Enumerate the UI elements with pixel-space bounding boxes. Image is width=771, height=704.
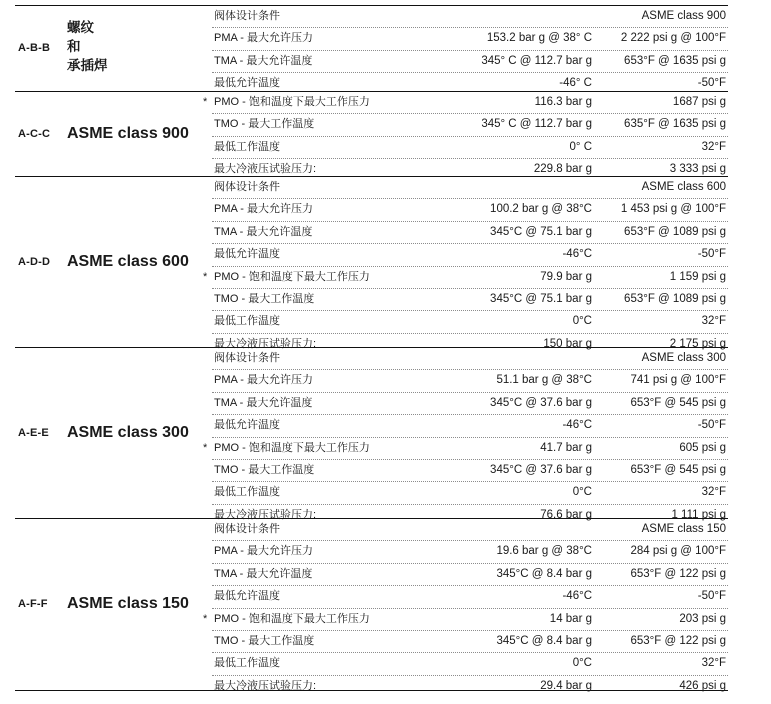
metric-value: -46°C [562,248,592,261]
metric-value: 29.4 bar g [540,679,592,692]
imperial-value: 203 psi g [679,612,726,625]
imperial-value: 32°F [701,315,726,328]
metric-value: 150 bar g [543,337,592,350]
spec-rows [203,92,728,181]
spec-label: 阀体设计条件 [214,352,280,364]
class-label-line: ASME class 900 [67,124,189,142]
spec-label: TMA - 最大允许温度 [214,567,313,580]
imperial-value: 653°F @ 545 psi g [630,463,726,476]
saturated-note-marker: * [203,612,208,625]
spec-label: 最低工作温度 [214,486,280,499]
imperial-value: 635°F @ 1635 psi g [624,118,726,131]
spec-group [15,5,728,92]
metric-value: 0° C [569,140,592,153]
metric-value: 100.2 bar g @ 38°C [490,203,592,216]
spec-label: 阀体设计条件 [214,523,280,535]
imperial-value: 32°F [701,140,726,153]
class-label-line: 螺纹 [67,20,94,36]
imperial-value: 3 333 psi g [669,163,726,176]
imperial-value: 653°F @ 1089 psi g [624,225,726,238]
spec-row [212,631,728,653]
spec-row [212,519,728,541]
imperial-value: -50°F [697,77,726,90]
spec-label: PMA - 最大允许压力 [214,374,314,387]
imperial-value: 32°F [701,486,726,499]
metric-value: -46°C [562,419,592,432]
spec-label: 最低允许温度 [214,77,280,90]
imperial-value: 426 psi g [679,679,726,692]
imperial-value: 2 175 psi g [669,337,726,350]
group-code: A-C-C [18,127,51,140]
spec-label: PMO - 饱和温度下最大工作压力 [214,612,370,625]
metric-value: 51.1 bar g @ 38°C [496,374,592,387]
saturated-note-marker: * [203,441,208,454]
class-label-line: ASME class 150 [67,594,189,612]
imperial-value: 605 psi g [679,441,726,454]
spec-label: 最低工作温度 [214,657,280,670]
spec-label: TMO - 最大工作温度 [214,463,315,476]
metric-value: 345° C @ 112.7 bar g [481,54,592,67]
metric-value: 41.7 bar g [540,441,592,454]
spec-label: TMO - 最大工作温度 [214,634,315,647]
metric-value: 79.9 bar g [540,270,592,283]
metric-value: 345°C @ 37.6 bar g [490,396,592,409]
pressure-class-label [67,595,189,613]
spec-row [212,222,728,244]
imperial-value: ASME class 300 [641,352,726,364]
metric-value: 345° C @ 112.7 bar g [481,118,592,131]
spec-row [203,609,728,631]
spec-row [212,199,728,221]
imperial-value: 653°F @ 545 psi g [630,396,726,409]
spec-label: PMA - 最大允许压力 [214,203,314,216]
imperial-value: -50°F [697,248,726,261]
spec-group [15,518,728,691]
imperial-value: 2 222 psi g @ 100°F [620,32,726,45]
metric-value: 345°C @ 75.1 bar g [490,292,592,305]
imperial-value: ASME class 150 [641,523,726,535]
spec-rows [212,6,728,95]
spec-label: 最大冷液压试验压力: [214,508,317,521]
metric-value: 0°C [572,486,592,499]
spec-row [212,676,728,697]
imperial-value: -50°F [697,419,726,432]
imperial-value: 1687 psi g [672,96,726,108]
group-code: A-D-D [18,255,51,268]
spec-row [212,653,728,675]
imperial-value: 1 453 psi g @ 100°F [620,203,726,216]
spec-label: PMA - 最大允许压力 [214,32,314,45]
spec-row [212,137,728,159]
metric-value: 19.6 bar g @ 38°C [496,545,592,558]
spec-label: 最大冷液压试验压力: [214,337,317,350]
spec-rows [203,348,728,526]
spec-row [203,267,728,289]
metric-value: 345°C @ 75.1 bar g [490,225,592,238]
class-label-line: 承插焊 [67,58,108,74]
spec-label: 阀体设计条件 [214,181,280,193]
spec-label: PMO - 饱和温度下最大工作压力 [214,270,370,283]
group-code: A-F-F [18,597,48,610]
group-code: A-E-E [18,426,49,439]
spec-label: PMO - 饱和温度下最大工作压力 [214,441,370,454]
imperial-value: ASME class 900 [641,10,726,22]
spec-row [212,586,728,608]
metric-value: 0°C [572,315,592,328]
pressure-class-label [67,424,189,442]
metric-value: 14 bar g [549,612,592,625]
spec-row [212,244,728,266]
spec-label: 最低允许温度 [214,419,280,432]
spec-label: TMA - 最大允许温度 [214,225,313,238]
spec-label: 最低允许温度 [214,248,280,261]
spec-label: TMO - 最大工作温度 [214,292,315,305]
spec-rows [203,177,728,355]
metric-value: 345°C @ 8.4 bar g [496,567,592,580]
metric-value: -46°C [562,590,592,603]
metric-value: -46° C [559,77,592,90]
pressure-class-label [67,18,108,75]
saturated-note-marker: * [203,96,208,108]
spec-row [203,438,728,460]
spec-label: TMA - 最大允许温度 [214,54,313,67]
metric-value: 76.6 bar g [540,508,592,521]
imperial-value: 653°F @ 1635 psi g [624,54,726,67]
spec-row [203,92,728,114]
metric-value: 153.2 bar g @ 38° C [486,32,592,45]
spec-row [212,289,728,311]
spec-group [15,91,728,178]
saturated-note-marker: * [203,270,208,283]
metric-value: 229.8 bar g [533,163,592,176]
spec-row [212,415,728,437]
spec-label: TMA - 最大允许温度 [214,396,313,409]
class-label-line: ASME class 600 [67,252,189,270]
spec-row [212,541,728,563]
spec-group [15,347,728,519]
imperial-value: ASME class 600 [641,181,726,193]
imperial-value: 653°F @ 122 psi g [630,567,726,580]
class-label-line: 和 [67,39,81,55]
imperial-value: 1 111 psi g [671,508,726,521]
pressure-class-label [67,125,189,143]
imperial-value: 1 159 psi g [669,270,726,283]
spec-row [212,6,728,28]
imperial-value: 741 psi g @ 100°F [630,374,726,387]
spec-row [212,114,728,136]
spec-row [212,564,728,586]
spec-label: TMO - 最大工作温度 [214,118,315,131]
imperial-value: 284 psi g @ 100°F [630,545,726,558]
spec-label: PMO - 饱和温度下最大工作压力 [214,96,370,108]
metric-value: 345°C @ 8.4 bar g [496,634,592,647]
spec-row [212,482,728,504]
spec-row [212,311,728,333]
spec-label: PMA - 最大允许压力 [214,545,314,558]
spec-row [212,28,728,50]
imperial-value: -50°F [697,590,726,603]
group-code: A-B-B [18,41,51,54]
pressure-class-label [67,253,189,271]
metric-value: 116.3 bar g [534,96,592,108]
metric-value: 0°C [572,657,592,670]
spec-row [212,393,728,415]
spec-label: 最低工作温度 [214,315,280,328]
spec-row [212,177,728,199]
spec-row [212,460,728,482]
metric-value: 345°C @ 37.6 bar g [490,463,592,476]
spec-label: 最大冷液压试验压力: [214,163,317,176]
spec-row [212,51,728,73]
class-label-line: ASME class 300 [67,423,189,441]
spec-row [212,370,728,392]
imperial-value: 653°F @ 1089 psi g [624,292,726,305]
imperial-value: 32°F [701,657,726,670]
spec-rows [203,519,728,697]
spec-label: 最大冷液压试验压力: [214,679,317,692]
spec-label: 最低工作温度 [214,140,280,153]
spec-row [212,348,728,370]
imperial-value: 653°F @ 122 psi g [630,634,726,647]
spec-group [15,176,728,348]
spec-label: 阀体设计条件 [214,10,280,22]
spec-label: 最低允许温度 [214,590,280,603]
